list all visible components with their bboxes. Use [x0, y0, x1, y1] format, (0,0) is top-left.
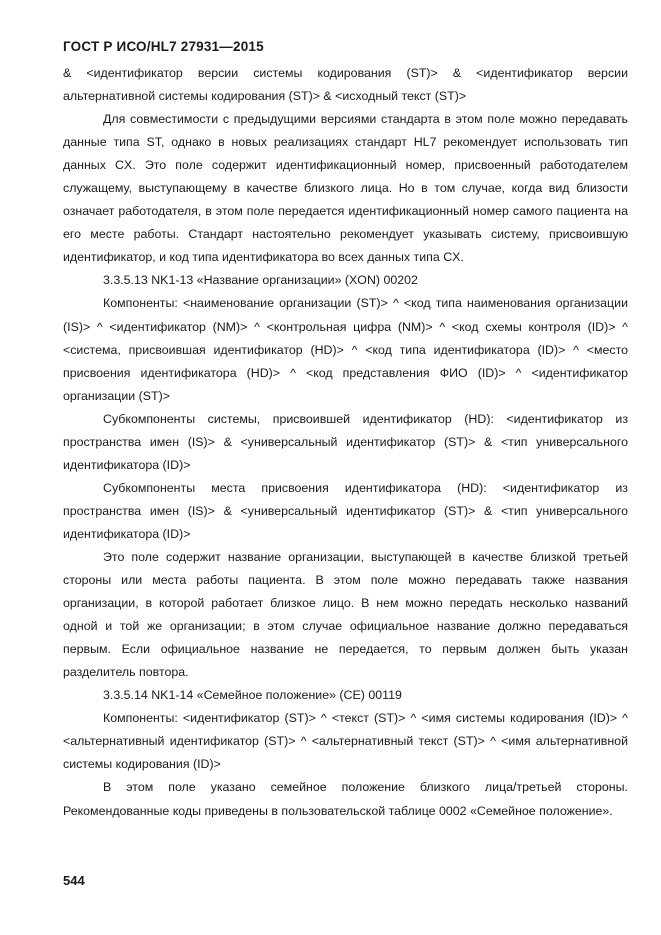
page-number: 544	[63, 873, 85, 888]
document-body	[63, 62, 628, 823]
section-heading-nk1-13: 3.3.5.13 NK1-13 «Название организации» (XON) 00202	[103, 273, 418, 288]
paragraph-continuation: & <идентификатор версии системы кодирования (ST)> & <идентификатор версии альтернативной системы кодирования (ST)> & <исходный текст (ST)>	[63, 66, 628, 104]
paragraph-components-xon: Компоненты: <наименование организации (ST)> ^ <код типа наименования организации (IS)> ^ <идентификатор (NM)> ^ <контрольная цифра (NM)> ^ <код схемы контроля (ID)> ^ <система, присвоившая идентификатор (HD)> ^ <код типа идентификатора (ID)> ^ <место присвоения идентификатора (HD)> ^ <код представления ФИО (ID)> ^ <идентификатор организации (ST)>	[63, 296, 628, 403]
paragraph-organization-description: Это поле содержит название организации, выступающей в качестве близкой третьей стороны или места работы пациента. В этом поле можно передавать также названия организации, в которой работает близкое лицо. В нем можно передать несколько названий одной и той же организации; в этом случае официальное название должно передаваться первым. Если официальное название не передается, то первым должен быть указан разделитель повтора.	[63, 549, 628, 680]
paragraph-subcomponents-assigning-authority: Субкомпоненты системы, присвоившей идентификатор (HD): <идентификатор из пространства имен (IS)> & <универсальный идентификатор (ST)> & <тип универсального идентификатора (ID)>	[63, 411, 628, 472]
paragraph-components-ce: Компоненты: <идентификатор (ST)> ^ <текст (ST)> ^ <имя системы кодирования (ID)> ^ <альтернативный идентификатор (ST)> ^ <альтернативный текст (ST)> ^ <имя альтернативной системы кодирования (ID)>	[63, 711, 628, 772]
paragraph-subcomponents-assigning-facility: Субкомпоненты места присвоения идентификатора (HD): <идентификатор из пространства имен (IS)> & <универсальный идентификатор (ST)> & <тип универсального идентификатора (ID)>	[63, 480, 628, 541]
paragraph-marital-status-description: В этом поле указано семейное положение близкого лица/третьей стороны. Рекомендованные коды приведены в пользовательской таблице 0002 «Семейное положение».	[63, 780, 628, 818]
section-heading-nk1-14: 3.3.5.14 NK1-14 «Семейное положение» (CE) 00119	[103, 688, 402, 703]
document-header-title: ГОСТ Р ИСО/HL7 27931—2015	[63, 39, 264, 54]
paragraph-compatibility: Для совместимости с предыдущими версиями стандарта в этом поле можно передавать данные типа ST, однако в новых реализациях стандарт HL7 рекомендует использовать тип данных CX. Это поле содержит идентификационный номер, присвоенный работодателем служащему, выступающему в качестве близкого лица. Но в том случае, когда вид близости означает работодателя, в этом поле передается идентификационный номер самого пациента на его месте работы. Стандарт настоятельно рекомендует указывать систему, присвоившую идентификатор, и код типа идентификатора во всех данных типа CX.	[63, 112, 628, 265]
